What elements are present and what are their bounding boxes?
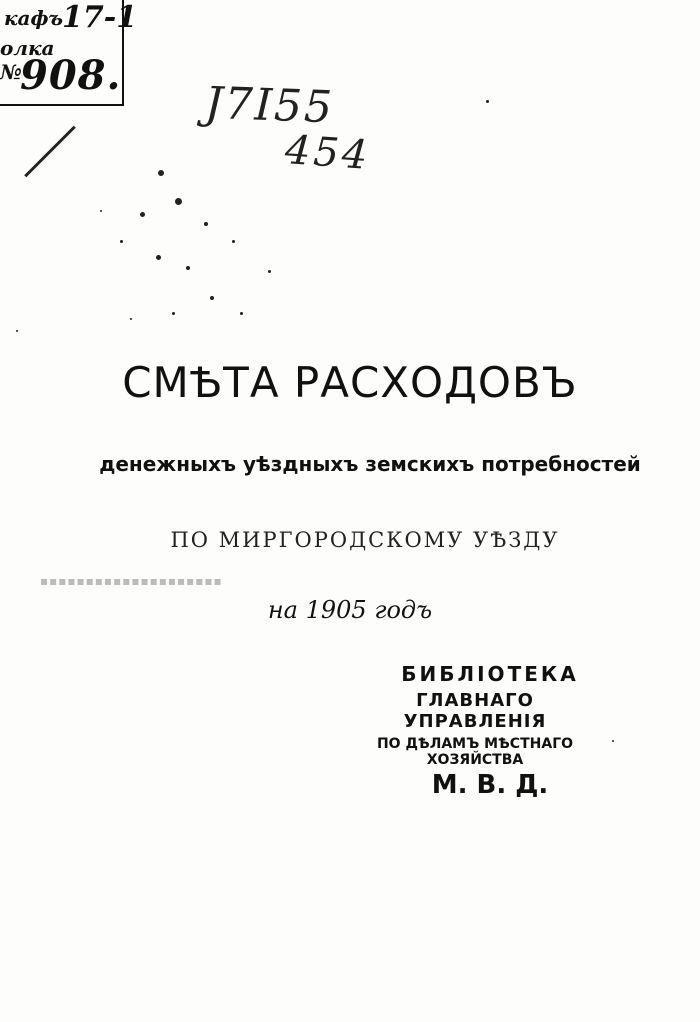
- stamp-line-2: ГЛАВНАГО УПРАВЛЕНІЯ: [403, 690, 547, 732]
- handwritten-catalogue-number-2: 454: [283, 127, 372, 179]
- shelf-mark-number-1: 17-1: [62, 0, 138, 35]
- stamp-line-1: БИБЛІОТЕКА: [401, 662, 579, 686]
- stamp-line-4: М. В. Д.: [431, 770, 549, 800]
- stamp-line-3: ПО ДѢЛАМЪ МѢСТНАГО ХОЗЯЙСТВА: [376, 736, 574, 768]
- shelf-mark-line-3: №: [0, 60, 22, 84]
- handwritten-catalogue-number-1: Ј7І55: [204, 77, 335, 134]
- document-title: СМѢТА РАСХОДОВЪ: [122, 358, 578, 407]
- document-district: ПО МИРГОРОДСКОМУ УѢЗДУ: [170, 528, 560, 552]
- library-stamp: [345, 662, 605, 800]
- shelf-mark-line-1: кафъ: [4, 6, 64, 30]
- shelf-mark-label: [0, 0, 138, 106]
- faint-bleed-through: ▪▪▪▪▪▪▪▪▪▪▪▪▪▪▪▪▪▪▪▪: [40, 574, 223, 588]
- shelf-mark-number-2: 908.: [20, 52, 122, 99]
- handwritten-strike-mark: [24, 126, 76, 178]
- shelf-mark-line-2: олка: [0, 36, 55, 60]
- document-year: на 1905 годъ: [267, 596, 433, 624]
- document-subtitle: денежныхъ уѣздныхъ земскихъ потребностей: [99, 452, 641, 476]
